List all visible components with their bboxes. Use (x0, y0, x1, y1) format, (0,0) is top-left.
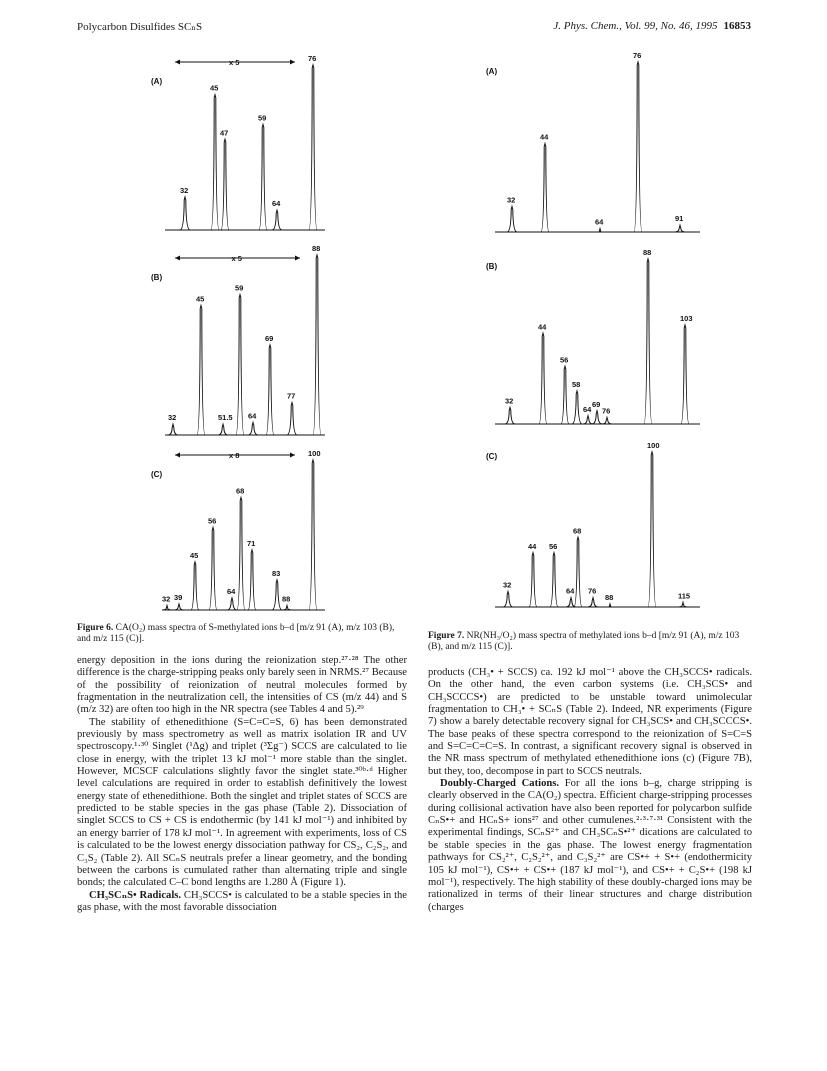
peak-label: 68 (236, 486, 245, 496)
peak-label: 51.5 (218, 413, 233, 423)
peak-label: 64 (248, 411, 257, 421)
peak-label: 45 (196, 294, 205, 304)
peak-label: 32 (503, 580, 512, 590)
peak-mz-77 (287, 403, 297, 435)
peak-label: 100 (647, 441, 660, 450)
peak-mz-47 (221, 139, 229, 230)
peak-label: 76 (588, 586, 597, 596)
peak-mz-69 (266, 345, 274, 435)
peak-label: 88 (605, 592, 614, 602)
peak-label: 88 (312, 244, 321, 253)
peak-label: 47 (220, 128, 229, 138)
left-paragraph-1: energy deposition in the ions during the reionization step.²⁷·²⁸ The other difference is the charge-stripping peaks only barely seen in NRMS.²⁷ Because of the possibility of reionization of neutral molecules formed by fragmentation in the neutralization cell, the intensities of CS (m/z 44) and S (m/z 32) are often too high in the NR spectra (see Tables 4 and 5).²⁹ (77, 655, 407, 716)
scale-label: x 8 (229, 451, 240, 460)
peak-mz-64 (227, 598, 237, 610)
arrow-head-left (175, 453, 180, 458)
peak-mz-115 (678, 602, 688, 607)
peak-mz-91 (675, 225, 685, 232)
peak-label: 58 (572, 380, 581, 389)
peak-label: 68 (573, 526, 582, 536)
peak-mz-56 (209, 528, 217, 611)
spectrum-panel-1 (486, 51, 700, 232)
peak-label: 44 (538, 322, 547, 332)
peak-mz-76 (309, 65, 317, 230)
peak-label: 56 (208, 516, 217, 526)
figure-7-caption-label: Figure 7. (428, 631, 465, 641)
figure-6-caption (77, 623, 407, 645)
peak-label: 45 (210, 83, 219, 93)
peak-mz-64 (595, 229, 605, 232)
peak-label: 45 (190, 551, 199, 560)
spectrum-panel-1 (151, 54, 325, 230)
running-head: Polycarbon Disulfides SCₙS (77, 21, 203, 33)
peak-mz-88 (313, 255, 321, 435)
peak-label: 64 (583, 404, 592, 414)
peak-label: 32 (162, 594, 171, 604)
peak-label: 100 (308, 449, 321, 458)
figure-6-spectra (145, 50, 330, 615)
figure-7 (480, 52, 710, 617)
peak-mz-59 (236, 295, 244, 435)
peak-label: 32 (168, 413, 177, 423)
peak-mz-64 (272, 210, 282, 230)
scale-label: x 5 (231, 254, 242, 263)
arrow-head-left (175, 60, 180, 65)
figure-6-caption-label: Figure 6. (77, 623, 114, 633)
peak-mz-45 (211, 95, 219, 230)
peak-mz-32 (180, 197, 190, 230)
figure-7-caption (428, 631, 752, 653)
peak-mz-44 (529, 553, 537, 607)
peak-label: 91 (675, 214, 684, 224)
peak-label: 32 (505, 396, 514, 406)
peak-mz-88 (644, 259, 652, 424)
panel-label: (A) (486, 67, 498, 76)
peak-mz-88 (282, 606, 292, 611)
peak-label: 69 (592, 399, 601, 409)
left-paragraph-2: The stability of ethenedithione (S=C=C=S, 6) has been demonstrated previously by mass spectrometry as well as matrix isolation IR and UV spectroscopy.¹·³⁰ Singlet (¹Δg) and triplet (³Σg⁻) SCCS are calculated to lie close in energy, with the triplet 13 kJ mol⁻¹ more stable than the singlet. However, MCSCF calculations slightly favor the singlet state.³⁰ᵇ·ᵈ Higher level calculations are required in order to establish definitively the lowest energy state of ethenedithione. Both the singlet and triplet states of SCCS are predicted to be stable species in the gas phase (Table 2). Dissociation of singlet SCCS to CS + CS is endothermic (by 141 kJ mol⁻¹) and inhibited by an energy barrier of 178 kJ mol⁻¹. In agreement with experiments, loss of CS is calculated to be the lowest energy dissociation pathway for CS₂, C₂S₂, and C₃S₂ (Table 2). All SCₙS neutrals prefer a linear geometry, and the bonding between the carbons is cumulated rather than alternating triple and single bonds; the calculated C–C bond lengths are 1.280 Å (Figure 1). (77, 716, 407, 889)
peak-mz-44 (541, 144, 549, 232)
right-paragraph-1: products (CH₃• + SCCS) ca. 192 kJ mol⁻¹ above the CH₃SCCS• radicals. On the other hand, the even carbon systems (i.e. CH₃SCS• and CH₃SCCCS•) are predicted to be unstable toward unimolecular fragmentation to CH₃• + SCₙS (Table 2). Indeed, NR experiments (Figure 7) show a barely detectable recovery signal for CH₃SCS• and CH₃SCCCS•. The base peaks of these spectra correspond to the reionization of S=C=S and S=C=C=C=S. In contrast, a significant recovery signal is observed in the NR mass spectrum of methylated ethenedithione ions (c) (Figure 7B), but they, too, decompose in part to SCCS neutrals. (428, 667, 752, 777)
peak-label: 56 (560, 355, 569, 365)
peak-mz-45 (191, 562, 199, 610)
left-subsection-heading: CH₃SCₙS• Radicals. (89, 889, 182, 901)
peak-mz-44 (539, 333, 547, 424)
spectrum-panel-3 (151, 449, 325, 610)
peak-mz-32 (505, 408, 515, 425)
journal-citation (553, 20, 751, 32)
figure-7-spectra (480, 52, 710, 617)
peak-label: 69 (265, 334, 274, 343)
peak-mz-58 (572, 391, 582, 424)
figure-6-caption-text: CA(O₂) mass spectra of S-methylated ions b–d [m/z 91 (A), m/z 103 (B), and m/z 115 (C)]. (77, 623, 395, 644)
peak-mz-64 (583, 416, 593, 424)
right-subsection (428, 778, 752, 914)
peak-mz-56 (561, 366, 569, 424)
peak-label: 59 (235, 283, 244, 293)
peak-mz-100 (309, 460, 317, 610)
peak-label: 64 (227, 587, 236, 596)
peak-label: 103 (680, 314, 693, 323)
peak-label: 32 (180, 186, 189, 195)
peak-label: 76 (308, 54, 317, 63)
peak-label: 76 (602, 406, 611, 416)
arrow-head-right (290, 60, 295, 65)
peak-mz-103 (681, 325, 689, 424)
panel-label: (A) (151, 77, 163, 86)
peak-label: 76 (633, 51, 642, 60)
peak-mz-76 (634, 62, 642, 232)
left-subsection-text: CH₃SCCS• is calculated to be a stable species in the gas phase, with the most favorable dissociation (77, 889, 408, 913)
peak-mz-32 (507, 207, 517, 233)
panel-label: (C) (486, 452, 498, 461)
peak-mz-32 (168, 424, 178, 435)
peak-label: 64 (272, 199, 281, 209)
peak-label: 56 (549, 541, 558, 551)
peak-mz-64 (248, 422, 258, 435)
peak-label: 88 (282, 594, 291, 604)
figure-6 (145, 50, 330, 615)
spectrum-panel-3 (486, 441, 700, 607)
arrow-head-right (290, 453, 295, 458)
peak-mz-45 (197, 305, 205, 435)
peak-mz-51.5 (218, 424, 228, 435)
journal-name: J. Phys. Chem., Vol. 99, No. 46, 1995 (553, 20, 718, 32)
peak-mz-32 (503, 592, 513, 608)
peak-mz-100 (648, 452, 656, 607)
peak-mz-68 (237, 498, 245, 611)
peak-label: 44 (540, 132, 549, 142)
panel-label: (B) (151, 273, 163, 282)
peak-label: 39 (174, 593, 183, 602)
peak-label: 64 (566, 586, 575, 596)
arrow-head-right (295, 256, 300, 261)
peak-mz-71 (248, 550, 256, 610)
peak-mz-64 (566, 598, 576, 607)
right-subsection-text: For all the ions b–g, charge stripping is clearly observed in the CA(O₂) spectra. Efficient charge-stripping processes during collisional activation have also been reported for polycarbon sulfide CₙS•+ and HCₙS+ ions²⁷ and other cumulenes.²·³·⁷·³¹ Consistent with the experimental findings, SCₙS²⁺ and CH₃SCₙS•²⁺ dications are calculated to be stable species in the gas phase. The lowest energy fragmentation pathways for CS₂²⁺, C₂S₂²⁺, and C₃S₂²⁺ are CS•+ + S•+ (endothermicity 105 kJ mol⁻¹), CS•+ + CS•+ (187 kJ mol⁻¹), and CS•+ + C₂S•+ (198 kJ mol⁻¹), respectively. The high stability of these doubly-charged ions may be rationalized in terms of their linear structures and charge distribution (charges (428, 778, 752, 913)
peak-mz-59 (259, 124, 267, 230)
peak-mz-69 (592, 411, 602, 424)
peak-label: 32 (507, 195, 516, 205)
peak-mz-68 (574, 537, 582, 607)
figure-7-caption-text: NR(NH₃/O₂) mass spectra of methylated ions b–d [m/z 91 (A), m/z 103 (B), and m/z 115 (C)]. (428, 631, 740, 652)
peak-label: 64 (595, 217, 604, 227)
peak-label: 71 (247, 539, 256, 548)
panel-label: (B) (486, 262, 498, 271)
page-number: 16853 (723, 20, 751, 32)
peak-mz-83 (272, 580, 282, 610)
arrow-head-left (175, 256, 180, 261)
right-column (428, 667, 752, 914)
right-subsection-heading: Doubly-Charged Cations. (440, 778, 560, 790)
peak-mz-32 (162, 606, 172, 611)
left-subsection (77, 890, 407, 915)
left-column (77, 655, 407, 914)
scale-label: x 5 (229, 58, 240, 67)
panel-label: (C) (151, 470, 163, 479)
peak-mz-39 (174, 604, 184, 610)
peak-label: 59 (258, 113, 267, 123)
peak-label: 44 (528, 541, 537, 551)
peak-label: 83 (272, 569, 281, 578)
peak-label: 115 (678, 591, 691, 601)
peak-label: 77 (287, 391, 296, 401)
peak-mz-76 (602, 417, 612, 424)
spectrum-panel-2 (151, 244, 325, 435)
peak-label: 88 (643, 248, 652, 257)
peak-mz-56 (550, 553, 558, 607)
peak-mz-76 (588, 598, 598, 607)
spectrum-panel-2 (486, 248, 700, 424)
